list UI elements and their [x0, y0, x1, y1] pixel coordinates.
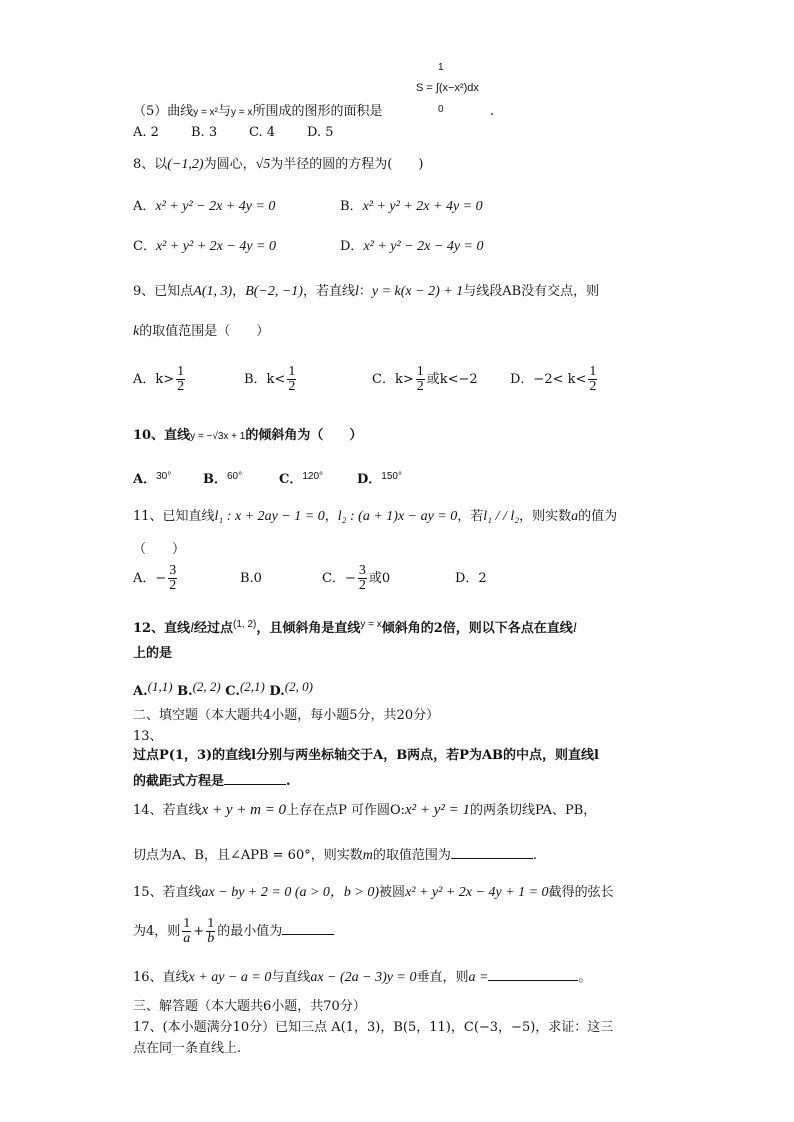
- q12-option-d-value: (2, 0): [284, 679, 313, 694]
- q9-comma: ，: [232, 284, 246, 299]
- q11-option-c-post: 或0: [368, 571, 391, 586]
- q11-stem-d: 的值为: [578, 509, 618, 524]
- q10-option-c-value: 120°: [302, 471, 324, 482]
- q16-stem: [133, 966, 591, 987]
- q10-stem: [133, 427, 362, 446]
- q12-stem-a: 12、直线: [133, 621, 191, 636]
- q14-circle: x² + y² = 1: [404, 802, 471, 818]
- q12-stem-d: 倾斜角的2倍，则以下各点在直线: [381, 621, 573, 636]
- q11-option-b: B.0: [240, 571, 262, 586]
- q10-option-a-value: 30°: [156, 471, 172, 482]
- q8-option-d: [340, 238, 483, 256]
- q15-frac-a: [182, 917, 191, 946]
- q11-paren: （ ）: [133, 542, 186, 557]
- q16-end: 。: [578, 970, 592, 985]
- q15-stem-a: 15、若直线: [133, 885, 202, 900]
- q13-line2-a: 的截距式方程是: [133, 774, 225, 789]
- q5-end: .: [490, 104, 495, 119]
- q15-stem-b: 被圆: [379, 885, 406, 900]
- q10-option-b-value: 60°: [227, 471, 243, 482]
- q12-option-d: [269, 679, 313, 699]
- q12-options: [133, 678, 313, 701]
- q10-option-d: [357, 468, 402, 489]
- q5-options: [133, 124, 334, 142]
- q9-option-c-post: 或k<−2: [426, 372, 478, 387]
- q15-stem: [133, 884, 614, 902]
- q5-yu: 与: [218, 104, 232, 119]
- frac-den: 2: [589, 379, 597, 394]
- q15-plus: +: [193, 924, 205, 939]
- q11-option-c-label: C．−: [322, 571, 356, 586]
- q8-option-d-expr: x² + y² − 2x − 4y = 0: [363, 239, 484, 254]
- frac-num: 1: [177, 364, 185, 379]
- q14-line2-b: 的取值范围为: [372, 848, 451, 863]
- q9-option-a-label: A．k>: [133, 372, 175, 387]
- q12-l: l: [190, 621, 194, 636]
- q9-option-c: [372, 364, 478, 396]
- q9-stem-2: [133, 323, 269, 341]
- q9-option-b: [244, 364, 298, 396]
- q9-half-b: [287, 365, 296, 394]
- q10-stem-b: 的倾斜角为（ ）: [245, 428, 363, 443]
- q11-sep: ，: [324, 509, 338, 524]
- q8-stem: [133, 156, 423, 174]
- q15-line: ax − by + 2 = 0 (a > 0，b > 0): [201, 885, 380, 900]
- q12-option-a-value: (1,1): [147, 679, 173, 694]
- q9-half-c: [416, 365, 425, 394]
- q8-option-a-expr: x² + y² − 2x + 4y = 0: [155, 199, 276, 214]
- q14-stem-a: 14、若直线: [133, 803, 202, 818]
- q15-circle: x² + y² + 2x − 4y + 1 = 0: [405, 885, 549, 900]
- q11-frac-a: [168, 564, 177, 593]
- q16-stem-c: 垂直，则: [416, 970, 469, 985]
- q9-stem-a: 9、已知点: [133, 284, 194, 299]
- q13-line2: [133, 770, 291, 791]
- q5-stem: [133, 103, 382, 122]
- q15-line2-a: 为4，则: [133, 924, 181, 939]
- q11-frac-c: [358, 564, 367, 593]
- q8-stem-c: 为半径的圆的方程为( ): [270, 157, 424, 172]
- section-2-heading: 二、填空题（本大题共4小题，每小题5分，共20分）: [133, 708, 440, 723]
- q12-stem-c: ，且倾斜角是直线: [256, 621, 361, 636]
- q14-m: m: [362, 848, 373, 863]
- q5-eq2: y = x: [231, 107, 253, 118]
- q8-stem-b: 为圆心，: [203, 157, 256, 172]
- q14-stem-b: 上存在点P 可作圆O:: [286, 803, 405, 818]
- q8-option-c: [133, 238, 276, 256]
- q11-option-d: D．2: [455, 571, 487, 586]
- q16-answer-blank[interactable]: [488, 966, 578, 981]
- q13-number: 13、: [133, 729, 163, 744]
- q17-line2: 点在同一条直线上.: [133, 1041, 242, 1056]
- q15-line2: [133, 915, 334, 949]
- q8-option-b-label: B．: [340, 199, 363, 214]
- q5-eq1: y = x²: [193, 107, 219, 118]
- q10-stem-a: 10、直线: [133, 428, 191, 443]
- q9-line: y = k(x − 2) + 1: [371, 284, 464, 299]
- q8-option-a-label: A．: [133, 199, 156, 214]
- frac-den: 2: [169, 578, 177, 593]
- q11-stem-a: 11、已知直线: [133, 509, 215, 524]
- q11-a: a: [571, 509, 579, 524]
- q11-option-a-label: A．−: [133, 571, 167, 586]
- q10-option-a-label: A．: [133, 472, 157, 487]
- q5-option-d: D. 5: [307, 125, 334, 140]
- q5-intro: （5）曲线: [133, 104, 194, 119]
- q9-k: k: [133, 324, 140, 339]
- integral-upper: 1: [438, 62, 444, 73]
- q9-half-a: [176, 365, 185, 394]
- q5-option-a: A. 2: [133, 125, 159, 140]
- q13-answer-blank[interactable]: [224, 770, 286, 785]
- section-3-heading: 三、解答题（本大题共6小题，共70分）: [133, 999, 366, 1014]
- q16-a-eq: a =: [468, 970, 489, 985]
- q12-l-2: l: [572, 621, 577, 636]
- q9-option-a: [133, 364, 187, 396]
- frac-num: 1: [183, 916, 191, 931]
- integral-lower: 0: [438, 104, 444, 115]
- q9-half-d: [588, 365, 597, 394]
- q10-option-d-label: D．: [357, 472, 382, 487]
- q9-option-d-label: D．−2< k<: [510, 372, 587, 387]
- q11-stem-b: ，若: [457, 509, 484, 524]
- q9-stem-b: ，若直线: [302, 284, 355, 299]
- q9-option-d: [510, 364, 599, 396]
- q9-option-c-label: C．k>: [372, 372, 414, 387]
- q12-option-c-value: (2,1): [239, 679, 265, 694]
- q12-line: y = x: [360, 619, 382, 630]
- q11-option-c: [322, 562, 390, 596]
- q9-stem: [133, 283, 599, 301]
- q14-line2-a: 切点为A、B，且∠APB = 60°，则实数: [133, 848, 363, 863]
- q12-option-a-label: A.: [133, 684, 148, 699]
- q5-option-c: C. 4: [249, 125, 276, 140]
- q12-stem-e: 上的是: [133, 646, 173, 661]
- integral-expr: S = ∫(x−x²)dx: [416, 82, 479, 94]
- q13-line2-b: .: [286, 774, 291, 789]
- q8-center: (−1,2): [167, 157, 204, 172]
- q16-l2: ax − (2a − 3)y = 0: [310, 970, 417, 985]
- q8-option-c-label: C．: [133, 239, 156, 254]
- q9-colon: ：: [358, 284, 372, 299]
- q12-stem-b: 经过点: [193, 621, 233, 636]
- q16-stem-b: 与直线: [271, 970, 311, 985]
- q16-stem-a: 16、直线: [133, 970, 189, 985]
- q14-answer-blank[interactable]: [451, 844, 533, 859]
- q10-option-b-label: B．: [203, 472, 227, 487]
- q10-option-d-value: 150°: [381, 471, 402, 482]
- q9-l: l: [354, 284, 359, 299]
- frac-den: b: [207, 931, 215, 946]
- frac-den: a: [183, 931, 191, 946]
- q12-option-c-label: C.: [225, 684, 240, 699]
- q8-radius: √5: [255, 157, 271, 172]
- q14-line2-c: .: [532, 848, 538, 863]
- q15-stem-c: 截得的弦长: [548, 885, 614, 900]
- q9-point-b: B(−2, −1): [245, 284, 303, 299]
- frac-num: 1: [589, 364, 597, 379]
- q12-option-d-label: D.: [269, 684, 285, 699]
- q11-option-a: [133, 562, 179, 596]
- frac-den: 2: [358, 578, 366, 593]
- q10-option-c-label: C．: [279, 472, 303, 487]
- q15-frac-b: [206, 917, 215, 946]
- q5-option-b: B. 3: [191, 125, 218, 140]
- q10-option-a: [133, 468, 203, 489]
- q11-stem: [133, 508, 617, 526]
- frac-num: 3: [169, 563, 177, 578]
- frac-den: 2: [416, 379, 424, 394]
- q9-stem-c: 与线段AB没有交点，则: [463, 284, 600, 299]
- q10-options: [133, 468, 402, 489]
- q8-option-a: [133, 198, 275, 216]
- frac-num: 1: [207, 916, 215, 931]
- q10-option-c: [279, 468, 357, 489]
- q11-stem-c: ，则实数: [519, 509, 572, 524]
- q5-tail: 所围成的图形的面积是: [252, 104, 383, 119]
- q12-option-b-label: B.: [177, 684, 193, 699]
- q15-answer-blank[interactable]: [282, 920, 334, 935]
- q17-line1: 17、(本小题满分10分）已知三点 A(1，3)，B(5，11)，C(−3，−5)，求证：这三: [133, 1020, 614, 1035]
- q12-option-a: [133, 679, 173, 699]
- q11-l2: l₂ : (a + 1)x − ay = 0: [337, 509, 458, 524]
- q9-stem-d: 的取值范围是（ ）: [139, 324, 270, 339]
- q14-stem-c: 的两条切线PA、PB，: [470, 803, 597, 818]
- q14-stem: [133, 801, 596, 820]
- frac-den: 2: [288, 379, 296, 394]
- frac-num: 1: [288, 364, 296, 379]
- q8-option-c-expr: x² + y² + 2x − 4y = 0: [155, 239, 276, 254]
- q12-option-b: [177, 679, 221, 699]
- q8-option-d-label: D．: [340, 239, 364, 254]
- q10-line: y = −√3x + 1: [190, 431, 246, 442]
- q16-l1: x + ay − a = 0: [188, 970, 272, 985]
- frac-den: 2: [177, 379, 185, 394]
- q10-option-b: [203, 468, 279, 489]
- q8-option-b: [340, 198, 483, 216]
- q13-line1: 过点P(1，3)的直线l分别与两坐标轴交于A，B两点，若P为AB的中点，则直线l: [133, 748, 599, 763]
- q9-point-a: A(1, 3): [193, 284, 233, 299]
- q12-point: (1, 2): [233, 619, 257, 630]
- frac-num: 1: [416, 364, 424, 379]
- q8-option-b-expr: x² + y² + 2x + 4y = 0: [362, 199, 483, 214]
- q14-line2: [133, 844, 537, 865]
- q9-option-b-label: B．k<: [244, 372, 286, 387]
- frac-num: 3: [358, 563, 366, 578]
- q11-l1: l₁ : x + 2ay − 1 = 0: [214, 509, 325, 524]
- q12-option-c: [225, 679, 265, 699]
- q15-line2-b: 的最小值为: [217, 924, 283, 939]
- q11-parallel: l₁ / / l₂: [483, 509, 520, 524]
- q8-stem-a: 8、以: [133, 157, 168, 172]
- q12-stem: [133, 616, 577, 638]
- q14-line: x + y + m = 0: [201, 802, 287, 818]
- q12-option-b-value: (2, 2): [192, 679, 221, 694]
